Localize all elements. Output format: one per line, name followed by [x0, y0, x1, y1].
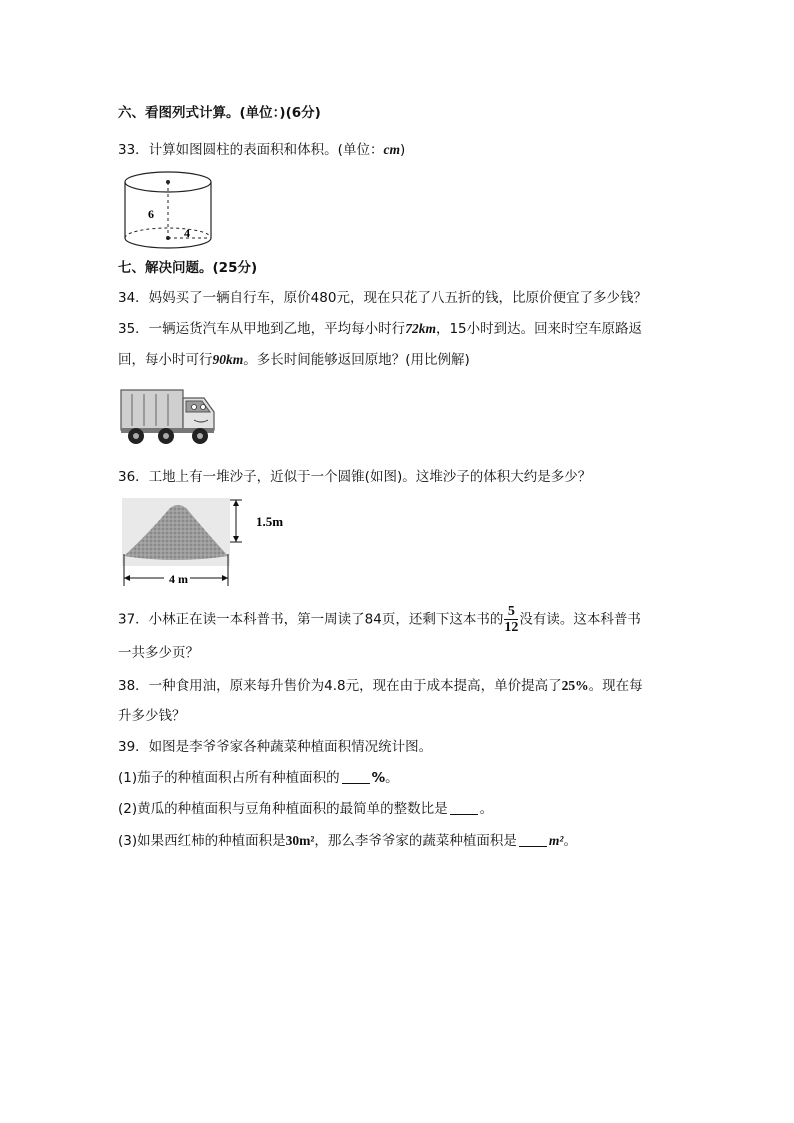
question-38-text-1: 38．一种食用油，原来每升售价为4.8元，现在由于成本提高，单价提高了 — [118, 678, 562, 694]
fraction-5-12 — [504, 604, 518, 635]
fraction-denominator: 12 — [504, 620, 519, 635]
cylinder-figure — [118, 170, 214, 252]
question-39: 39．如图是李爷爷家各种蔬菜种植面积情况统计图。 — [118, 739, 433, 755]
section-7-heading: 七、解决问题。(25分) — [118, 260, 258, 276]
cylinder-top-center — [166, 180, 170, 184]
question-35-text-3: 回，每小时可行 — [118, 352, 213, 368]
sub-2-period: 。 — [479, 801, 494, 817]
question-37-line-1 — [118, 604, 641, 635]
truck-eye — [192, 405, 197, 410]
fraction-numerator: 5 — [504, 604, 518, 620]
sub-3-period: 。 — [563, 833, 577, 849]
question-39-sub-1 — [118, 768, 399, 788]
truck-hub — [197, 433, 203, 439]
question-35-text-1: 35．一辆运货汽车从甲地到乙地，平均每小时行 — [118, 321, 406, 337]
sub-1-text: (1)茄子的种植面积占所有种植面积的 — [118, 770, 340, 786]
question-35-text-4: 。多长时间能够返回原地？(用比例解) — [243, 352, 470, 368]
sub-3-text: (3)如果西红柿的种植面积是 — [118, 833, 286, 849]
question-35-speed-1: 72km — [405, 321, 436, 336]
question-35-text-2: ，15小时到达。回来时空车原路返 — [435, 321, 643, 337]
question-39-sub-2 — [118, 799, 493, 819]
cylinder-height-label: 6 — [148, 207, 154, 221]
truck-figure — [118, 384, 222, 448]
truck-cargo-box — [121, 390, 183, 430]
cylinder-radius-label: 4 — [184, 226, 190, 240]
sand-width-label: 4 m — [169, 572, 188, 586]
question-38-line-1 — [118, 676, 643, 696]
answer-blank-3[interactable] — [519, 832, 547, 847]
truck-hub — [133, 433, 139, 439]
sand-height-label: 1.5m — [256, 514, 284, 529]
sub-3-area-value: 30m² — [285, 833, 315, 848]
question-33-close: ) — [399, 142, 406, 158]
section-6-heading: 六、看图列式计算。(单位：)(6分) — [118, 105, 321, 121]
question-33 — [118, 140, 405, 160]
question-36: 36．工地上有一堆沙子，近似于一个圆锥(如图)。这堆沙子的体积大约是多少？ — [118, 469, 592, 485]
question-37-text-2: 没有读。这本科普书 — [519, 611, 641, 628]
arrow-head — [233, 536, 239, 542]
sub-1-period: 。 — [385, 770, 399, 786]
question-34: 34．妈妈买了一辆自行车，原价480元，现在只花了八五折的钱，比原价便宜了多少钱？ — [118, 290, 647, 306]
question-37-text-1: 37．小林正在读一本科普书，第一周读了84页，还剩下这本书的 — [118, 611, 504, 628]
arrow-head — [233, 500, 239, 506]
truck-hub — [163, 433, 169, 439]
question-38-text-2: 。现在每 — [588, 678, 643, 694]
question-38-line-2: 升多少钱？ — [118, 708, 186, 724]
answer-blank-2[interactable] — [450, 800, 478, 815]
arrow-head — [124, 575, 130, 581]
question-33-text: 33．计算如图圆柱的表面积和体积。(单位： — [118, 142, 384, 158]
question-33-unit: cm — [383, 142, 400, 157]
question-39-sub-3 — [118, 831, 577, 851]
answer-blank-1[interactable] — [342, 769, 370, 784]
cylinder-bottom-center — [166, 236, 170, 240]
truck-eye — [201, 405, 206, 410]
question-38-percent: 25% — [561, 678, 589, 693]
question-35-speed-2: 90km — [212, 352, 244, 367]
sub-3-text-2: ，那么李爷爷家的蔬菜种植面积是 — [314, 833, 517, 849]
sand-cone-figure — [118, 496, 298, 588]
arrow-head — [222, 575, 228, 581]
question-37-line-2: 一共多少页？ — [118, 645, 199, 661]
sub-2-text: (2)黄瓜的种植面积与豆角种植面积的最简单的整数比是 — [118, 801, 448, 817]
question-35-line-2 — [118, 350, 470, 370]
sub-1-percent-sign: % — [371, 770, 386, 786]
sub-3-unit: m² — [548, 833, 564, 848]
question-35-line-1 — [118, 319, 642, 339]
